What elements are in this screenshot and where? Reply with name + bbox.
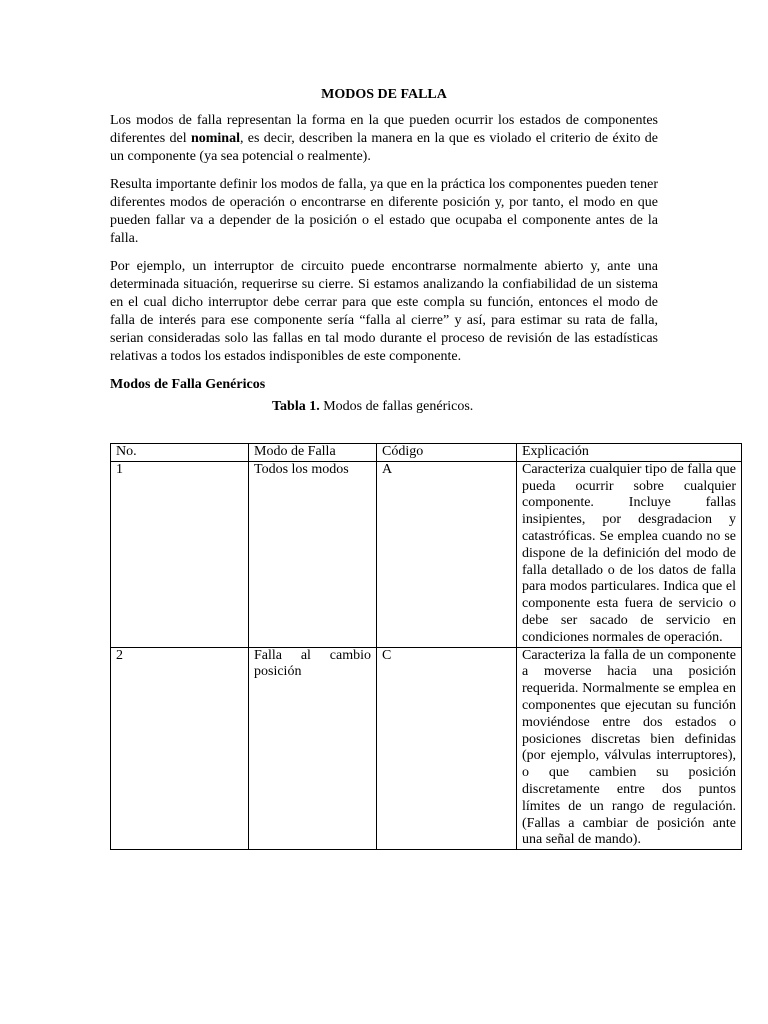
table-header-row [111, 444, 742, 462]
cell-no: 2 [111, 647, 249, 850]
cell-failure-mode: Todos los modos [249, 461, 377, 647]
table-caption-label: Tabla 1. [272, 399, 320, 414]
header-failure-mode: Modo de Falla [249, 444, 377, 462]
table-row [111, 647, 742, 850]
cell-explanation: Caracteriza la falla de un componente a moverse hacia una posición requerida. Normalmente se emplea en componentes que ejecutan su función moviéndose entre dos estados o posiciones discretas bien definidas (por ejemplo, válvulas interruptores), o que cambien su posición discretamente entre dos puntos límites de un rango de regulación. (Fallas a cambiar de posición ante una señal de mando). [517, 647, 742, 850]
document-page [110, 86, 658, 415]
cell-failure-mode: Falla al cambio posición [249, 647, 377, 850]
cell-explanation: Caracteriza cualquier tipo de falla que pueda ocurrir sobre cualquier componente. Incluye fallas insipientes, por desgradacion y catastróficas. Se emplea cuando no se dispone de la definición del modo de falla detallado o de los datos de falla para modos particulares. Indica que el componente esta fuera de servicio o debe ser sacado de servicio en condiciones normales de operación. [517, 461, 742, 647]
page-title: MODOS DE FALLA [321, 87, 447, 102]
paragraph-definition-end: , es decir, describen la manera en la que es violado el criterio de éxito de un componente (ya sea potencial o realmente). [110, 131, 659, 164]
section-heading: Modos de Falla Genéricos [110, 377, 266, 392]
cell-no: 1 [111, 461, 249, 647]
paragraph-example: Por ejemplo, un interruptor de circuito puede encontrarse normalmente abierto y, ante una determinada situación, requerirse su cierre. Si estamos analizando la confiabilidad de un sistema en el cual dicho interruptor debe cerrar para que este compla su función, entonces el modo de falla de interés para ese componente sería “falla al cierre” y así, para estimar su rata de falla, serian consideradas solo las fallas en tal modo durante el proceso de revisión de las estadísticas relativas a todos los estados indisponibles de este componente. [110, 259, 658, 364]
table-caption-text: Modos de fallas genéricos. [319, 399, 474, 414]
failure-modes-table [110, 443, 742, 850]
table-row [111, 461, 742, 647]
header-explanation: Explicación [517, 444, 742, 462]
paragraph-definition [110, 112, 658, 166]
header-code: Código [377, 444, 517, 462]
cell-code: A [377, 461, 517, 647]
paragraph-importance: Resulta importante definir los modos de falla, ya que en la práctica los componentes pueden tener diferentes modos de operación o encontrarse en diferente posición y, por tanto, el modo en que pueden fallar va a depender de la posición o el estado que ocupaba el componente antes de la falla. [110, 177, 658, 246]
cell-code: C [377, 647, 517, 850]
paragraph-definition-start: Los modos de falla representan la forma en la que pueden ocurrir los estados de componentes diferentes del [110, 113, 658, 146]
header-no: No. [111, 444, 249, 462]
table-caption [110, 399, 658, 415]
nominal-term: nominal [190, 131, 240, 146]
